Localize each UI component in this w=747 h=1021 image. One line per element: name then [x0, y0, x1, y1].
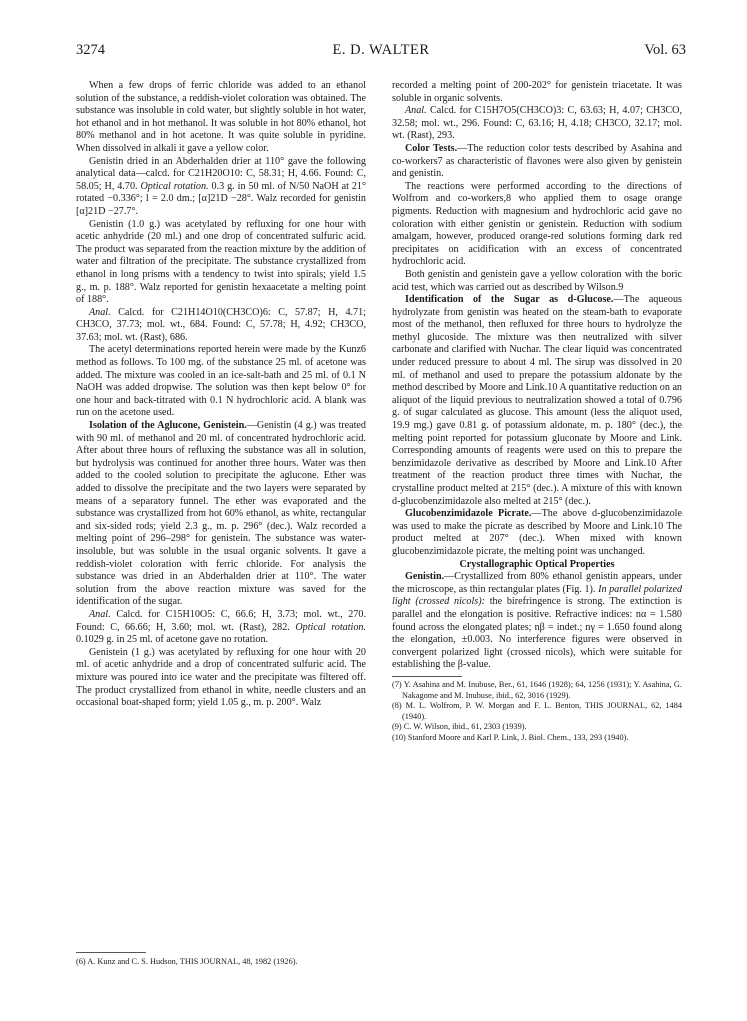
paragraph: The acetyl determinations reported herein were made by the Kunz6 method as follows. To 100 mg. of the substance 25 ml. of acetone was added. The mixture was cooled in an ice-salt-bath and 25 ml. of 0.1 N NaOH was added dropwise. The solution was then kept below 0° for one hour and back-titrated with 0.1 N hydrochloric acid. A blank was run on the acetone used.: [76, 344, 366, 419]
paragraph: recorded a melting point of 200-202° for genistein triacetate. It was soluble in organic solvents.: [392, 80, 682, 104]
run-in-heading: Genistin.: [405, 571, 445, 583]
analysis-line: Anal. Calcd. for C15H10O5: C, 66.6; H, 3.73; mol. wt., 270. Found: C, 66.66; H, 3.60; mol. wt. (Rast), 282. Optical rotation. 0.1029 g. in 25 ml. of acetone gave no rotation.: [76, 608, 366, 646]
section-heading: Crystallographic Optical Properties: [459, 558, 615, 570]
run-in-heading: Identification of the Sugar as d-Glucose.: [405, 294, 614, 306]
run-in-heading: Color Tests.: [405, 142, 458, 154]
run-in-heading: Isolation of the Aglucone, Genistein.: [89, 420, 247, 432]
footnote: (7) Y. Asahina and M. Inubuse, Ber., 61, 1646 (1928); 64, 1256 (1931); Y. Asahina, G. Nakagome and M. Inubuse, ibid., 62, 3016 (1929).: [392, 679, 682, 700]
footnotes-right: [392, 676, 682, 744]
paragraph: Isolation of the Aglucone, Genistein.—Genistin (4 g.) was treated with 90 ml. of methanol and 20 ml. of concentrated hydrochloric acid. After about three hours of refluxing the substance was all in solution, but hydrolysis was continued for another three hours. Water was then added to the cooled solution to precipitate the aglucone. Ether was added to dissolve the precipitate and the two layers were separated by means of a separatory funnel. The ether was evaporated and the substance was crystallized from hot 60% ethanol, as white, rectangular and six-sided rods; yield 2.3 g., m. p. 296° (dec.). Walz recorded a melting point of 296–298° for genistein. The substance was water-insoluble, but was soluble in the usual organic solvents. It gave a reddish-violet coloration with ferric chloride. For analysis the substance was dried in an Abderhalden drier at 110°. The water solution from the above reaction mixture was saved for the identification of the sugar.: [76, 420, 366, 608]
paragraph: Color Tests.—The reduction color tests described by Asahina and co-workers7 as characteristic of flavones were also given by genistein and genistin.: [392, 142, 682, 180]
paragraph: Glucobenzimidazole Picrate.—The above d-glucobenzimidazole was used to make the picrate as described by Moore and Link.10 The product melted at 207° (dec.). When mixed with known glucobenzimidazole picrate, the melting point was unchanged.: [392, 508, 682, 557]
paragraph: The reactions were performed according to the directions of Wolfrom and co-workers,8 who applied them to osage orange pigments. Reduction with magnesium and hydrochloric acid gave no coloration with either genistin or genistein. Reduction with sodium amalgam, however, produced orange-red solutions forming dark red precipitates on acidification with an excess of concentrated hydrochloric acid.: [392, 180, 682, 268]
paragraph: Identification of the Sugar as d-Glucose.—The aqueous hydrolyzate from genistin was heated on the steam-bath to evaporate most of the methanol, then refluxed for three hours to hydrolyze the methyl glucoside. The mixture was then neutralized with silver carbonate and clarified with Nuchar. The clear liquid was concentrated under reduced pressure to about 4 ml. The sirup was dissolved in 20 ml. of methanol and used to prepare the potassium aldonate by the method described by Moore and Link.10 A quantitative reduction on an aliquot of the liquid previous to neutralization showed a total of 0.796 g. of sugar calculated as glucose. This amount (less the aliquot used, 19.9 mg.) gave 0.81 g. of potassium aldonate, m. p. 180° (dec.), the melting point reported for potassium gluconate by Moore and Link. Corresponding amounts of reagents were used on this to prepare the benzimidazole derivative as described by Moore and Link.10 After treatment of the reaction product three times with Nuchar, the crystalline product melted at 215° (dec.). A mixture of this with known d-glucobenzimidazole also melted at 215° (dec.).: [392, 294, 682, 507]
footnote: (9) C. W. Wilson, ibid., 61, 2303 (1939).: [392, 722, 527, 732]
volume-label: Vol. 63: [644, 42, 686, 58]
paragraph: Genistin.—Crystallized from 80% ethanol genistin appears, under the microscope, as thin rectangular plates (Fig. 1). In parallel polarized light (crossed nicols): the birefringence is strong. The extinction is parallel and the elongation is positive. Refractive indices: nα = 1.580 found across the elongated plates; nβ = indet.; nγ = 1.650 found along the elongation, ±0.003. No interference figures were observed in convergent polarized light (crossed nicols), which were suitable for establishing the β-value.: [392, 571, 683, 671]
left-column: [76, 80, 367, 966]
footnotes-left: [76, 952, 366, 968]
analysis-line: Anal. Calcd. for C21H14O10(CH3CO)6: C, 57.87; H, 4.71; CH3CO, 37.73; mol. wt., 684. Found: C, 57.78; H, 4.92; CH3CO, 37.63; mol. wt. (Rast), 686.: [76, 306, 366, 343]
right-column: [392, 80, 682, 743]
paragraph: Genistin dried in an Abderhalden drier at 110° gave the following analytical data—calcd. for C21H20O10: C, 58.31; H, 4.66. Found: C, 58.05; H, 4.70. Optical rotation. 0.3 g. in 50 ml. of N/50 NaOH at 21° rotated −0.336°; l = 2.0 dm.; [α]21D −28°. Walz recorded for genistin [α]21D −27.7°.: [76, 155, 367, 217]
paragraph: Genistein (1 g.) was acetylated by refluxing for one hour with 20 ml. of acetic anhydride and a drop of concentrated sulfuric acid. The mixture was poured into ice water and the precipitate was filtered off. The product crystallized from ethanol in white, needle clusters and an occasional boat-shaped form; yield 1.05 g., m. p. 200°. Walz: [76, 646, 366, 709]
footnote: (6) A. Kunz and C. S. Hudson, THIS JOURNAL, 48, 1982 (1926).: [76, 957, 298, 966]
running-author: E. D. WALTER: [332, 42, 430, 58]
analysis-line: Anal. Calcd. for C15H7O5(CH3CO)3: C, 63.63; H, 4.07; CH3CO, 32.58; mol. wt., 296. Found: C, 63.16; H, 4.18; CH3CO, 32.17; mol. wt. (Rast), 293.: [392, 105, 683, 142]
footnote: (8) M. L. Wolfrom, P. W. Morgan and F. L. Benton, THIS JOURNAL, 62, 1484 (1940).: [392, 701, 682, 721]
paragraph: Both genistin and genistein gave a yellow coloration with the boric acid test, which was carried out as described by Wilson.9: [392, 268, 682, 293]
run-in-heading: Glucobenzimidazole Picrate.: [405, 508, 532, 520]
paragraph: Genistin (1.0 g.) was acetylated by refluxing for one hour with acetic anhydride (20 ml.) and one drop of concentrated sulfuric acid. The product was separated from the reaction mixture by the addition of water and filtration of the precipitate. The substance crystallized from ethanol in long prisms with a tendency to twist into spirals; yield 1.5 g., m. p. 188°. Walz reported for genistin hexaacetate a melting point of 188°.: [76, 218, 366, 306]
page-number: 3274: [76, 42, 105, 58]
footnote-rule: [76, 952, 146, 953]
footnote: (10) Stanford Moore and Karl P. Link, J. Biol. Chem., 133, 293 (1940).: [392, 732, 629, 742]
running-header: [76, 42, 686, 62]
footnote-rule: [392, 676, 462, 677]
paragraph: When a few drops of ferric chloride was added to an ethanol solution of the substance, a reddish-violet coloration was obtained. The substance was insoluble in cold water, but slightly soluble in hot water, hot ethanol and in hot methanol. It was soluble in hot 80% ethanol, hot 80% methanol and in hot acetone. It was quite soluble in pyridine. When dissolved in alkali it gave a yellow color.: [76, 80, 366, 154]
